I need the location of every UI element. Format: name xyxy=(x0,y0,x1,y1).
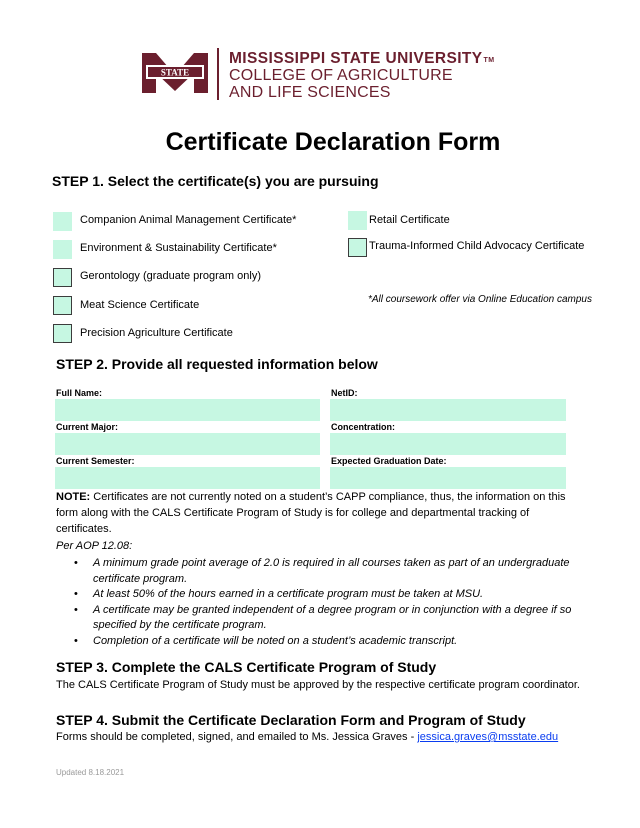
label-netid: NetID: xyxy=(331,388,358,398)
university-name: MISSISSIPPI STATE UNIVERSITYTM xyxy=(229,50,495,67)
label-current-major: Current Major: xyxy=(56,422,119,432)
label-full-name: Full Name: xyxy=(56,388,103,398)
current-semester-field[interactable] xyxy=(55,467,320,489)
aop-title: Per AOP 12.08: xyxy=(56,540,133,552)
college-name-line2: AND LIFE SCIENCES xyxy=(229,84,391,101)
label-environment-sustainability: Environment & Sustainability Certificate* xyxy=(80,242,277,254)
seal-text: STATE xyxy=(160,67,190,78)
list-item: • At least 50% of the hours earned in a certificate program must be taken at MSU. xyxy=(74,587,574,603)
current-major-field[interactable] xyxy=(55,433,320,455)
full-name-field[interactable] xyxy=(55,399,320,421)
label-current-semester: Current Semester: xyxy=(56,456,135,466)
netid-field[interactable] xyxy=(330,399,566,421)
checkbox-gerontology[interactable] xyxy=(53,268,72,287)
trademark: TM xyxy=(483,57,495,64)
aop-list xyxy=(74,556,574,649)
checkbox-meat-science[interactable] xyxy=(53,296,72,315)
logo-divider xyxy=(217,48,219,100)
online-education-footnote: *All coursework offer via Online Education campus xyxy=(368,294,592,305)
step4-heading: STEP 4. Submit the Certificate Declaration Form and Program of Study xyxy=(56,712,526,728)
step4-text: Forms should be completed, signed, and emailed to Ms. Jessica Graves - jessica.graves@msstate.edu xyxy=(56,731,559,743)
list-item: • A minimum grade point average of 2.0 is required in all courses taken as part of an undergraduate certificate program. xyxy=(74,556,574,587)
label-precision-agriculture: Precision Agriculture Certificate xyxy=(80,327,233,339)
checkbox-precision-agriculture[interactable] xyxy=(53,324,72,343)
page-title: Certificate Declaration Form xyxy=(165,128,501,156)
step1-heading: STEP 1. Select the certificate(s) you are pursuing xyxy=(52,173,379,189)
step3-heading: STEP 3. Complete the CALS Certificate Program of Study xyxy=(56,659,437,675)
note-text: Certificates are not currently noted on a student’s CAPP compliance, thus, the information on this form along with the CALS Certificate Program of Study is for college and departmental tracking of certificates. xyxy=(56,491,566,535)
checkbox-companion-animal[interactable] xyxy=(53,212,72,231)
updated-date: Updated 8.18.2021 xyxy=(56,768,125,777)
step3-text: The CALS Certificate Program of Study must be approved by the respective certificate program coordinator. xyxy=(56,679,580,691)
label-retail: Retail Certificate xyxy=(369,214,450,226)
list-item: • Completion of a certificate will be noted on a student’s academic transcript. xyxy=(74,634,574,650)
step2-heading: STEP 2. Provide all requested information below xyxy=(56,356,378,372)
concentration-field[interactable] xyxy=(330,433,566,455)
msu-seal-logo xyxy=(140,51,210,95)
checkbox-retail[interactable] xyxy=(348,211,367,230)
checkbox-environment-sustainability[interactable] xyxy=(53,240,72,259)
note-label: NOTE: xyxy=(56,491,91,503)
note-paragraph xyxy=(56,489,586,537)
label-companion-animal: Companion Animal Management Certificate* xyxy=(80,214,297,226)
college-name-line1: COLLEGE OF AGRICULTURE xyxy=(229,67,453,84)
email-link[interactable]: jessica.graves@msstate.edu xyxy=(417,731,559,743)
label-expected-graduation: Expected Graduation Date: xyxy=(331,456,447,466)
label-concentration: Concentration: xyxy=(331,422,395,432)
checkbox-trauma-informed[interactable] xyxy=(348,238,367,257)
label-gerontology: Gerontology (graduate program only) xyxy=(80,270,261,282)
expected-graduation-field[interactable] xyxy=(330,467,566,489)
label-trauma-informed: Trauma-Informed Child Advocacy Certificate xyxy=(369,240,585,252)
list-item: • A certificate may be granted independent of a degree program or in conjunction with a degree if so specified by the certificate program. xyxy=(74,603,574,634)
label-meat-science: Meat Science Certificate xyxy=(80,299,200,311)
